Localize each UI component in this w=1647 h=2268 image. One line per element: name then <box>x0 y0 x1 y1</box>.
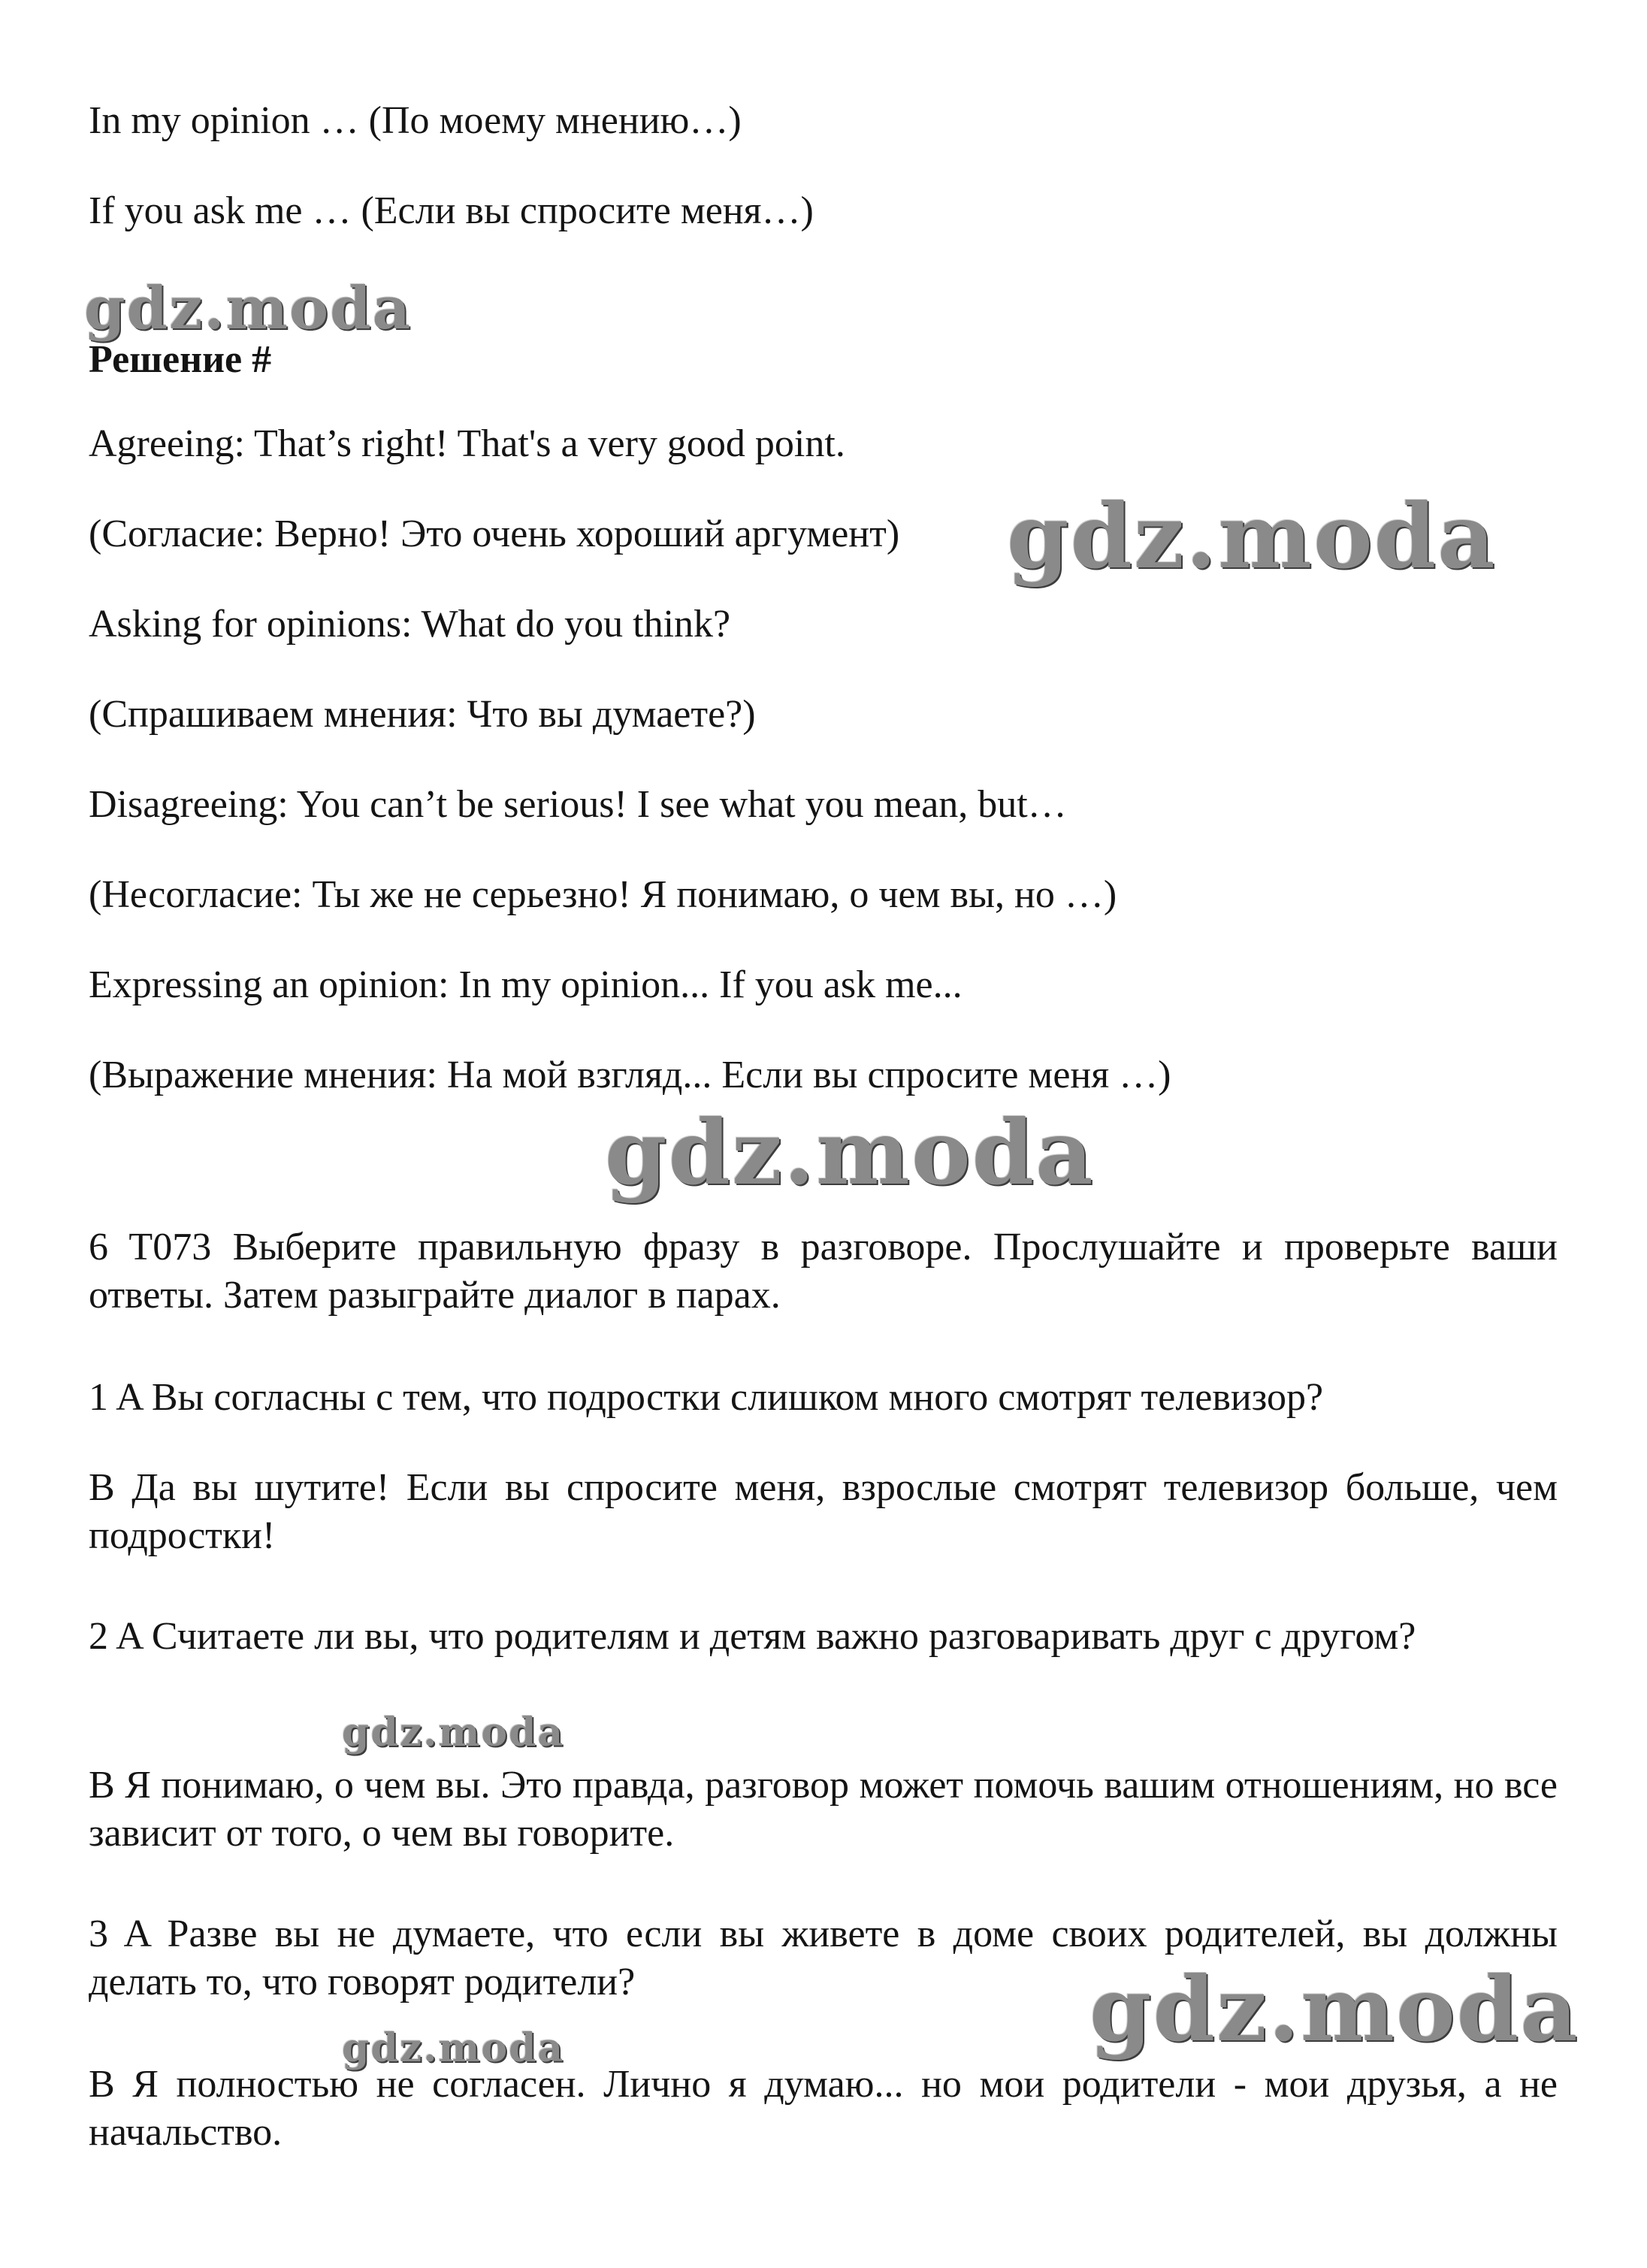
asking-en: Asking for opinions: What do you think? <box>89 603 731 646</box>
watermark-4: gdz.moda <box>342 1710 565 1755</box>
watermark-3: gdz.moda <box>605 1100 1095 1205</box>
dialogue-3-a: 3 A Разве вы не думаете, что если вы живете в доме своих родителей, вы должны делать то, что говорят родители? <box>89 1913 1558 2003</box>
asking-ru: (Спрашиваем мнения: Что вы думаете?) <box>89 693 756 736</box>
watermark-2: gdz.moda <box>1007 484 1497 588</box>
solution-heading: Решение # <box>89 338 272 381</box>
dialogue-1-b: B Да вы шутите! Если вы спросите меня, взрослые смотрят телевизор больше, чем подростки! <box>89 1466 1558 1557</box>
watermark-1: gdz.moda <box>84 274 413 343</box>
agreeing-ru: (Согласие: Верно! Это очень хороший аргумент) <box>89 513 900 555</box>
watermark-5: gdz.moda <box>1089 1957 1579 2061</box>
dialogue-2-a: 2 A Считаете ли вы, что родителям и детям важно разговаривать друг с другом? <box>89 1615 1416 1658</box>
expressing-ru: (Выражение мнения: На мой взгляд... Если вы спросите меня …) <box>89 1054 1171 1096</box>
disagreeing-en: Disagreeing: You can’t be serious! I see what you mean, but… <box>89 783 1067 826</box>
dialogue-1-a: 1 A Вы согласны с тем, что подростки слишком много смотрят телевизор? <box>89 1376 1324 1419</box>
expressing-en: Expressing an opinion: In my opinion... If you ask me... <box>89 963 963 1006</box>
opinion-phrase-1: In my opinion … (По моему мнению…) <box>89 99 742 142</box>
agreeing-en: Agreeing: That’s right! That's a very good point. <box>89 422 845 465</box>
disagreeing-ru: (Несогласие: Ты же не серьезно! Я понимаю, о чем вы, но …) <box>89 873 1117 916</box>
watermark-6: gdz.moda <box>342 2025 565 2071</box>
opinion-phrase-2: If you ask me … (Если вы спросите меня…) <box>89 189 814 232</box>
dialogue-2-b: B Я понимаю, о чем вы. Это правда, разговор может помочь вашим отношениям, но все зависит от того, о чем вы говорите. <box>89 1764 1558 1855</box>
dialogue-3-b: B Я полностью не согласен. Лично я думаю... но мои родители - мои друзья, а не начальство. <box>89 2063 1558 2154</box>
task-instruction: 6 T073 Выберите правильную фразу в разговоре. Прослушайте и проверьте ваши ответы. Затем разыграйте диалог в парах. <box>89 1226 1558 1317</box>
